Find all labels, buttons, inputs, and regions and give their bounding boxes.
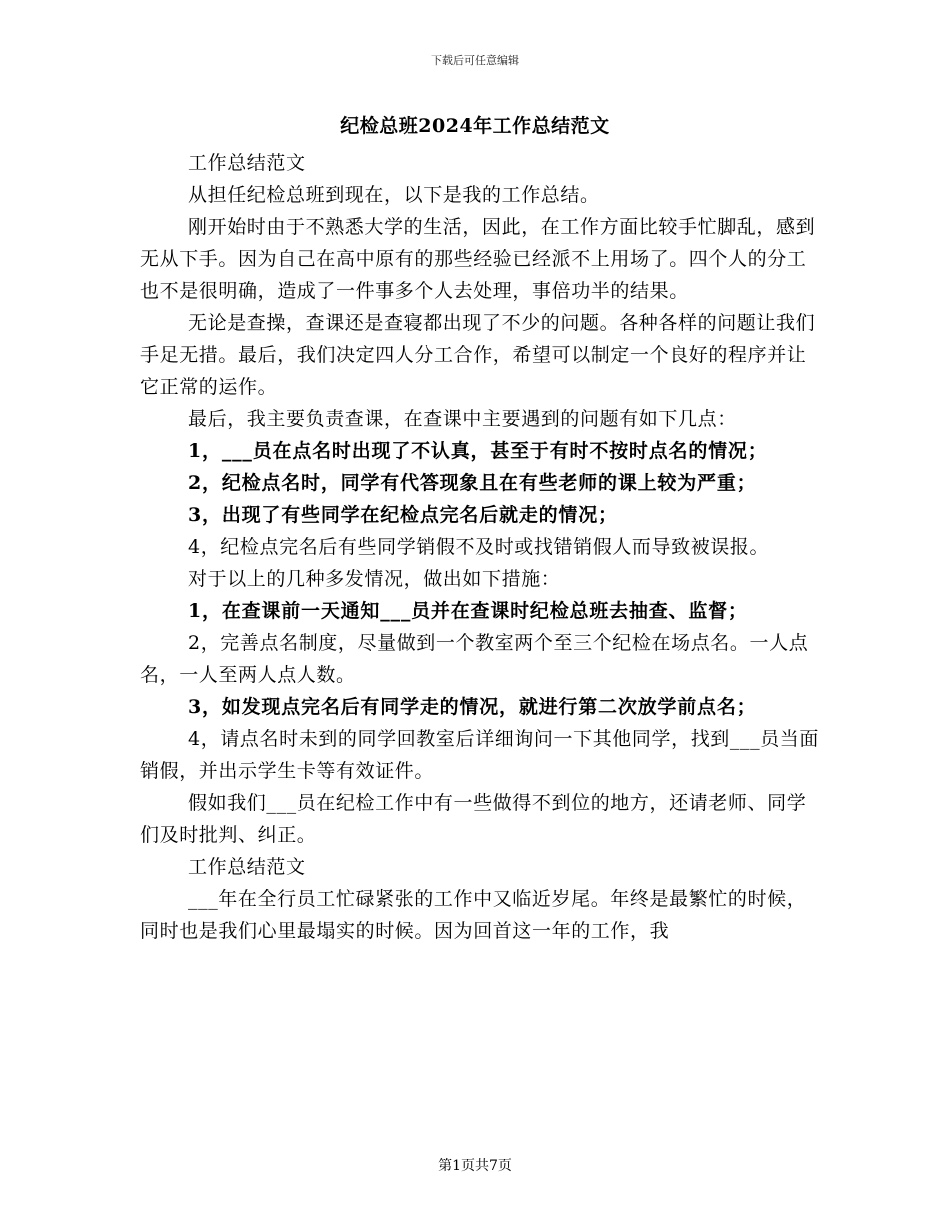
paragraph: 最后，我主要负责查课，在查课中主要遇到的问题有如下几点： xyxy=(188,408,737,430)
paragraph-bold: 3，如发现点完名后有同学走的情况，就进行第二次放学前点名； xyxy=(188,696,757,718)
document-body xyxy=(140,147,820,947)
paragraph: 工作总结范文 xyxy=(188,152,306,174)
paragraph: 工作总结范文 xyxy=(188,856,306,878)
paragraph-bold: 3，出现了有些同学在纪检点完名后就走的情况； xyxy=(188,504,618,526)
paragraph-bold: 1，在查课前一天通知___员并在查课时纪检总班去抽查、监督； xyxy=(188,600,748,622)
paragraph: 4，请点名时未到的同学回教室后详细询问一下其他同学，找到___员当面销假，并出示学生卡等有效证件。 xyxy=(140,728,819,782)
paragraph: 对于以上的几种多发情况，做出如下措施： xyxy=(188,568,561,590)
paragraph: 无论是查操，查课还是查寝都出现了不少的问题。各种各样的问题让我们手足无措。最后，我们决定四人分工合作，希望可以制定一个良好的程序并让它正常的运作。 xyxy=(140,312,816,398)
paragraph-bold: 1，___员在点名时出现了不认真，甚至于有时不按时点名的情况； xyxy=(188,440,768,462)
document-title: 纪检总班2024年工作总结范文 xyxy=(340,115,610,137)
page-header: 下载后可任意编辑 xyxy=(431,54,519,67)
paragraph: 假如我们___员在纪检工作中有一些做得不到位的地方，还请老师、同学们及时批判、纠正。 xyxy=(140,792,807,846)
paragraph: 刚开始时由于不熟悉大学的生活，因此，在工作方面比较手忙脚乱，感到无从下手。因为自己在高中原有的那些经验已经派不上用场了。四个人的分工也不是很明确，造成了一件事多个人去处理，事倍功半的结果。 xyxy=(140,216,816,302)
paragraph: ___年在全行员工忙碌紧张的工作中又临近岁尾。年终是最繁忙的时候，同时也是我们心里最塌实的时候。因为回首这一年的工作，我 xyxy=(140,888,807,942)
paragraph: 4，纪检点完名后有些同学销假不及时或找错销假人而导致被误报。 xyxy=(188,536,770,558)
paragraph: 从担任纪检总班到现在，以下是我的工作总结。 xyxy=(188,184,600,206)
paragraph: 2，完善点名制度，尽量做到一个教室两个至三个纪检在场点名。一人点名，一人至两人点人数。 xyxy=(140,632,809,686)
paragraph-bold: 2，纪检点名时，同学有代答现象且在有些老师的课上较为严重； xyxy=(188,472,757,494)
page-footer: 第1页共7页 xyxy=(438,1158,512,1174)
